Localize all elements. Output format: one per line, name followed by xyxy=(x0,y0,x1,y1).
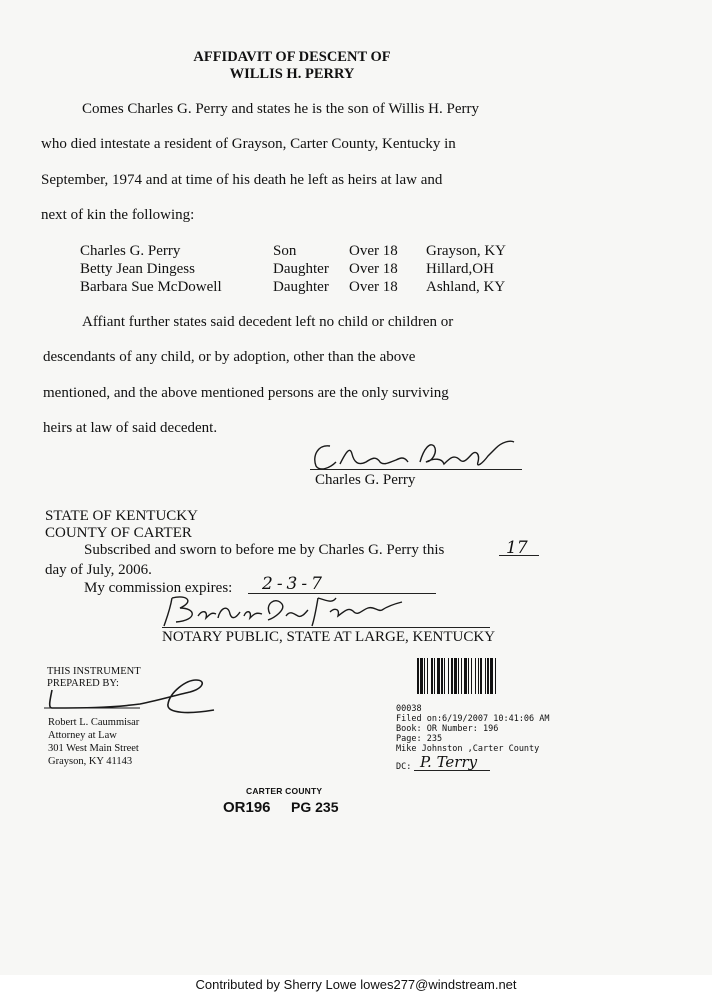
recording-line: Book: OR Number: 196 xyxy=(396,724,499,734)
document-title-line2: WILLIS H. PERRY xyxy=(229,66,355,82)
recording-dc-label: DC: xyxy=(396,762,412,772)
recording-line: Page: 235 xyxy=(396,734,443,744)
document-title-line1: AFFIDAVIT OF DESCENT OF xyxy=(193,49,391,65)
page-prefix: PG xyxy=(291,799,312,815)
barcode-bar xyxy=(475,658,476,694)
barcode-bar xyxy=(424,658,425,694)
commission-value-handwritten: 2-3-7 xyxy=(262,574,326,594)
barcode-bar xyxy=(420,658,423,694)
barcode-bar xyxy=(458,658,459,694)
barcode-bar xyxy=(431,658,433,694)
barcode-bar xyxy=(427,658,428,694)
county-stamp: CARTER COUNTY xyxy=(246,786,323,796)
barcode-bar xyxy=(461,658,462,694)
sworn-day-handwritten: 17 xyxy=(506,538,528,558)
barcode-bar xyxy=(471,658,472,694)
sworn-day-underline xyxy=(499,555,539,556)
barcode-bar xyxy=(495,658,496,694)
para2-line: descendants of any child, or by adoption, other than the above xyxy=(43,349,416,365)
barcode-bar xyxy=(490,658,493,694)
preparer-line: Attorney at Law xyxy=(48,730,117,741)
heir-relation: Daughter xyxy=(273,279,329,295)
sworn-date-rest: day of July, 2006. xyxy=(45,562,152,578)
para1-line: next of kin the following: xyxy=(41,207,195,223)
para1-line: who died intestate a resident of Grayson, Carter County, Kentucky in xyxy=(41,136,456,152)
para1-line: Comes Charles G. Perry and states he is the son of Willis H. Perry xyxy=(82,101,479,117)
recording-barcode xyxy=(417,658,553,694)
recording-line: Mike Johnston ,Carter County xyxy=(396,744,540,754)
affiant-signature-line xyxy=(310,469,522,470)
para1-line: September, 1974 and at time of his death he left as heirs at law and xyxy=(41,172,443,188)
recording-line: 00038 xyxy=(396,704,422,714)
heir-residence: Grayson, KY xyxy=(426,243,506,259)
barcode-bar xyxy=(454,658,457,694)
recording-dc-underline xyxy=(414,770,490,771)
heir-relation: Son xyxy=(273,243,297,259)
heirs-table xyxy=(80,243,506,297)
preparer-line: 301 West Main Street xyxy=(48,743,139,754)
preparer-line: Robert L. Caummisar xyxy=(48,717,140,728)
heir-name: Charles G. Perry xyxy=(80,243,181,259)
prepared-label-line2: PREPARED BY: xyxy=(47,678,119,689)
barcode-bar xyxy=(485,658,486,694)
heir-relation: Daughter xyxy=(273,261,329,277)
barcode-bar xyxy=(487,658,489,694)
contributor-footer: Contributed by Sherry Lowe lowes277@windstream.net xyxy=(195,977,517,992)
heir-residence: Hillard,OH xyxy=(426,261,494,277)
heir-row xyxy=(80,243,506,261)
para2-line: heirs at law of said decedent. xyxy=(43,420,218,436)
barcode-bar xyxy=(417,658,419,694)
heir-residence: Ashland, KY xyxy=(426,279,506,295)
notary-label: NOTARY PUBLIC, STATE AT LARGE, KENTUCKY xyxy=(162,629,496,645)
page-number: 235 xyxy=(315,799,339,815)
barcode-bar xyxy=(468,658,469,694)
barcode-bar xyxy=(434,658,435,694)
barcode-bar xyxy=(478,658,479,694)
barcode-bar xyxy=(448,658,449,694)
page-ref xyxy=(291,799,338,815)
recording-line: Filed on:6/19/2007 10:41:06 AM xyxy=(396,714,550,724)
state-line: STATE OF KENTUCKY xyxy=(45,508,198,524)
sworn-text: Subscribed and sworn to before me by Charles G. Perry this xyxy=(84,542,445,558)
barcode-bar xyxy=(451,658,453,694)
notary-signature xyxy=(158,588,428,632)
heir-row xyxy=(80,279,506,297)
para2-line: Affiant further states said decedent left no child or children or xyxy=(82,314,454,330)
heir-age: Over 18 xyxy=(349,243,398,259)
barcode-bar xyxy=(441,658,443,694)
notary-signature-line xyxy=(162,627,490,628)
para2-line: mentioned, and the above mentioned persons are the only surviving xyxy=(43,385,449,401)
recording-dc-initial: P. Terry xyxy=(420,753,478,771)
county-line: COUNTY OF CARTER xyxy=(45,525,192,541)
barcode-bar xyxy=(464,658,467,694)
heir-age: Over 18 xyxy=(349,279,398,295)
affiant-name: Charles G. Perry xyxy=(315,472,416,488)
preparer-signature xyxy=(40,674,222,718)
heir-row xyxy=(80,261,506,279)
commission-label: My commission expires: xyxy=(84,580,233,596)
barcode-bar xyxy=(480,658,482,694)
prepared-label-line1: THIS INSTRUMENT xyxy=(47,666,141,677)
preparer-line: Grayson, KY 41143 xyxy=(48,756,133,767)
barcode-bar xyxy=(437,658,440,694)
heir-name: Barbara Sue McDowell xyxy=(80,279,222,295)
book-ref: OR196 xyxy=(223,799,271,816)
heir-age: Over 18 xyxy=(349,261,398,277)
barcode-bar xyxy=(444,658,445,694)
heir-name: Betty Jean Dingess xyxy=(80,261,195,277)
